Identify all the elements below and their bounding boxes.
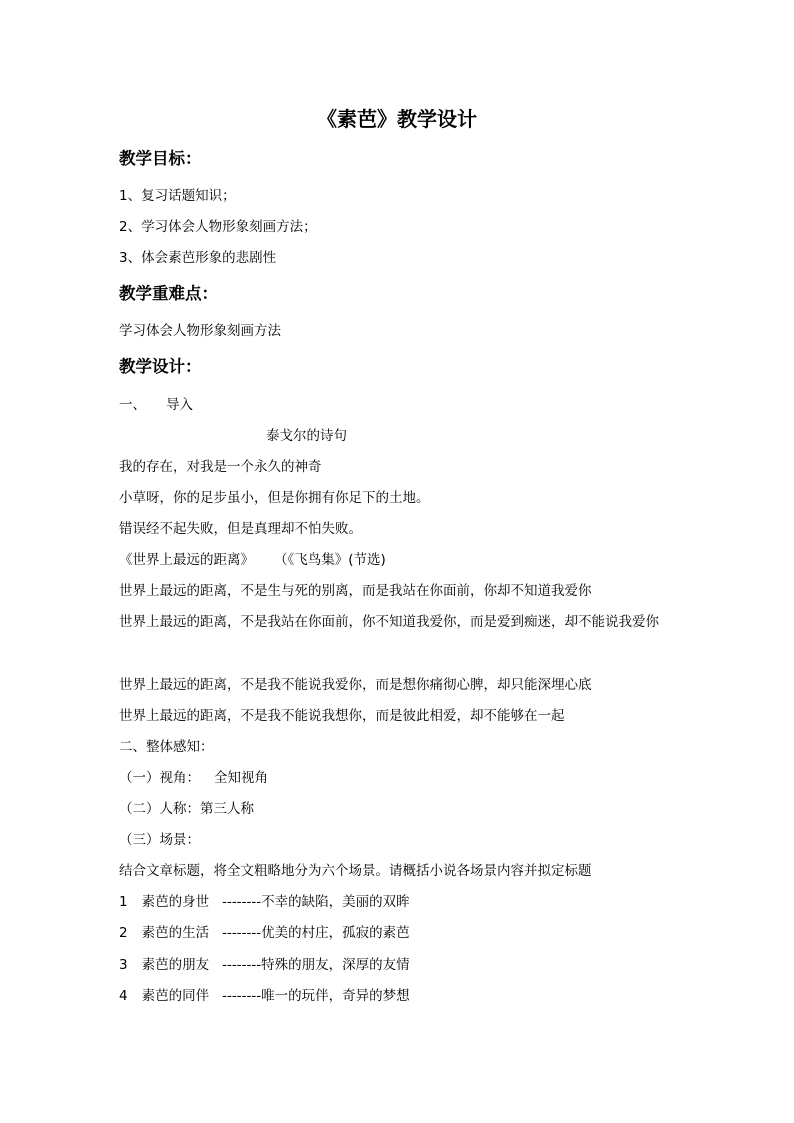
scene-instruction: 结合文章标题，将全文粗略地分为六个场景。请概括小说各场景内容并拟定标题 — [119, 863, 592, 879]
scene-description: --------特殊的朋友，深厚的友情 — [222, 957, 410, 973]
intro-row — [119, 396, 193, 414]
scene-row — [119, 987, 410, 1005]
goal-item: 2、学习体会人物形象刻画方法； — [119, 219, 317, 235]
scene-name: 素芭的朋友 — [141, 957, 210, 973]
person-row: （二）人称：第三人称 — [119, 801, 254, 817]
farthest-line: 世界上最远的距离，不是生与死的别离，而是我站在你面前，你却不知道我爱你 — [119, 583, 592, 599]
part2-heading: 二、整体感知： — [119, 739, 214, 755]
scene-number: 4 — [119, 988, 128, 1004]
farthest-line: 世界上最远的距离，不是我站在你面前，你不知道我爱你，而是爱到痴迷，却不能说我爱你 — [119, 614, 659, 630]
farthest-source: （《飞鸟集》(节选) — [274, 552, 386, 568]
poem-line: 小草呀，你的足步虽小，但是你拥有你足下的土地。 — [119, 490, 430, 506]
perspective-label: （一）视角： — [119, 770, 200, 786]
intro-label: 导入 — [166, 397, 193, 413]
poem-line: 错误经不起失败，但是真理却不怕失败。 — [119, 521, 362, 537]
farthest-line: 世界上最远的距离，不是我不能说我爱你，而是想你痛彻心脾，却只能深埋心底 — [119, 677, 592, 693]
scene-name: 素芭的生活 — [141, 925, 210, 941]
key-points-heading: 教学重难点： — [119, 284, 218, 303]
goal-item: 3、体会素芭形象的悲剧性 — [119, 250, 277, 266]
key-points-text: 学习体会人物形象刻画方法 — [119, 323, 281, 339]
scene-number: 2 — [119, 925, 128, 941]
scene-description: --------优美的村庄，孤寂的素芭 — [222, 925, 410, 941]
farthest-title: 《世界上最远的距离》 — [119, 552, 254, 568]
goals-heading: 教学目标： — [119, 149, 202, 168]
scene-description: --------唯一的玩伴，奇异的梦想 — [222, 988, 410, 1004]
scene-description: --------不幸的缺陷，美丽的双眸 — [222, 894, 410, 910]
perspective-value: 全知视角 — [214, 770, 268, 786]
intro-number: 一、 — [119, 397, 146, 413]
design-heading: 教学设计： — [119, 357, 202, 376]
goal-item: 1、复习话题知识； — [119, 188, 236, 204]
scene-name: 素芭的身世 — [141, 894, 210, 910]
scene-number: 1 — [119, 894, 128, 910]
scene-row — [119, 956, 410, 974]
scene-row — [119, 893, 410, 911]
document-title: 《素芭》教学设计 — [317, 107, 477, 131]
scene-heading: （三）场景： — [119, 832, 200, 848]
poem-line: 我的存在，对我是一个永久的神奇 — [119, 459, 322, 475]
farthest-line: 世界上最远的距离，不是我不能说我想你，而是彼此相爱，却不能够在一起 — [119, 708, 565, 724]
perspective-row — [119, 769, 268, 787]
poem-title: 泰戈尔的诗句 — [266, 428, 347, 444]
scene-row — [119, 924, 410, 942]
scene-number: 3 — [119, 957, 128, 973]
scene-name: 素芭的同伴 — [141, 988, 210, 1004]
farthest-distance-heading — [119, 551, 386, 569]
